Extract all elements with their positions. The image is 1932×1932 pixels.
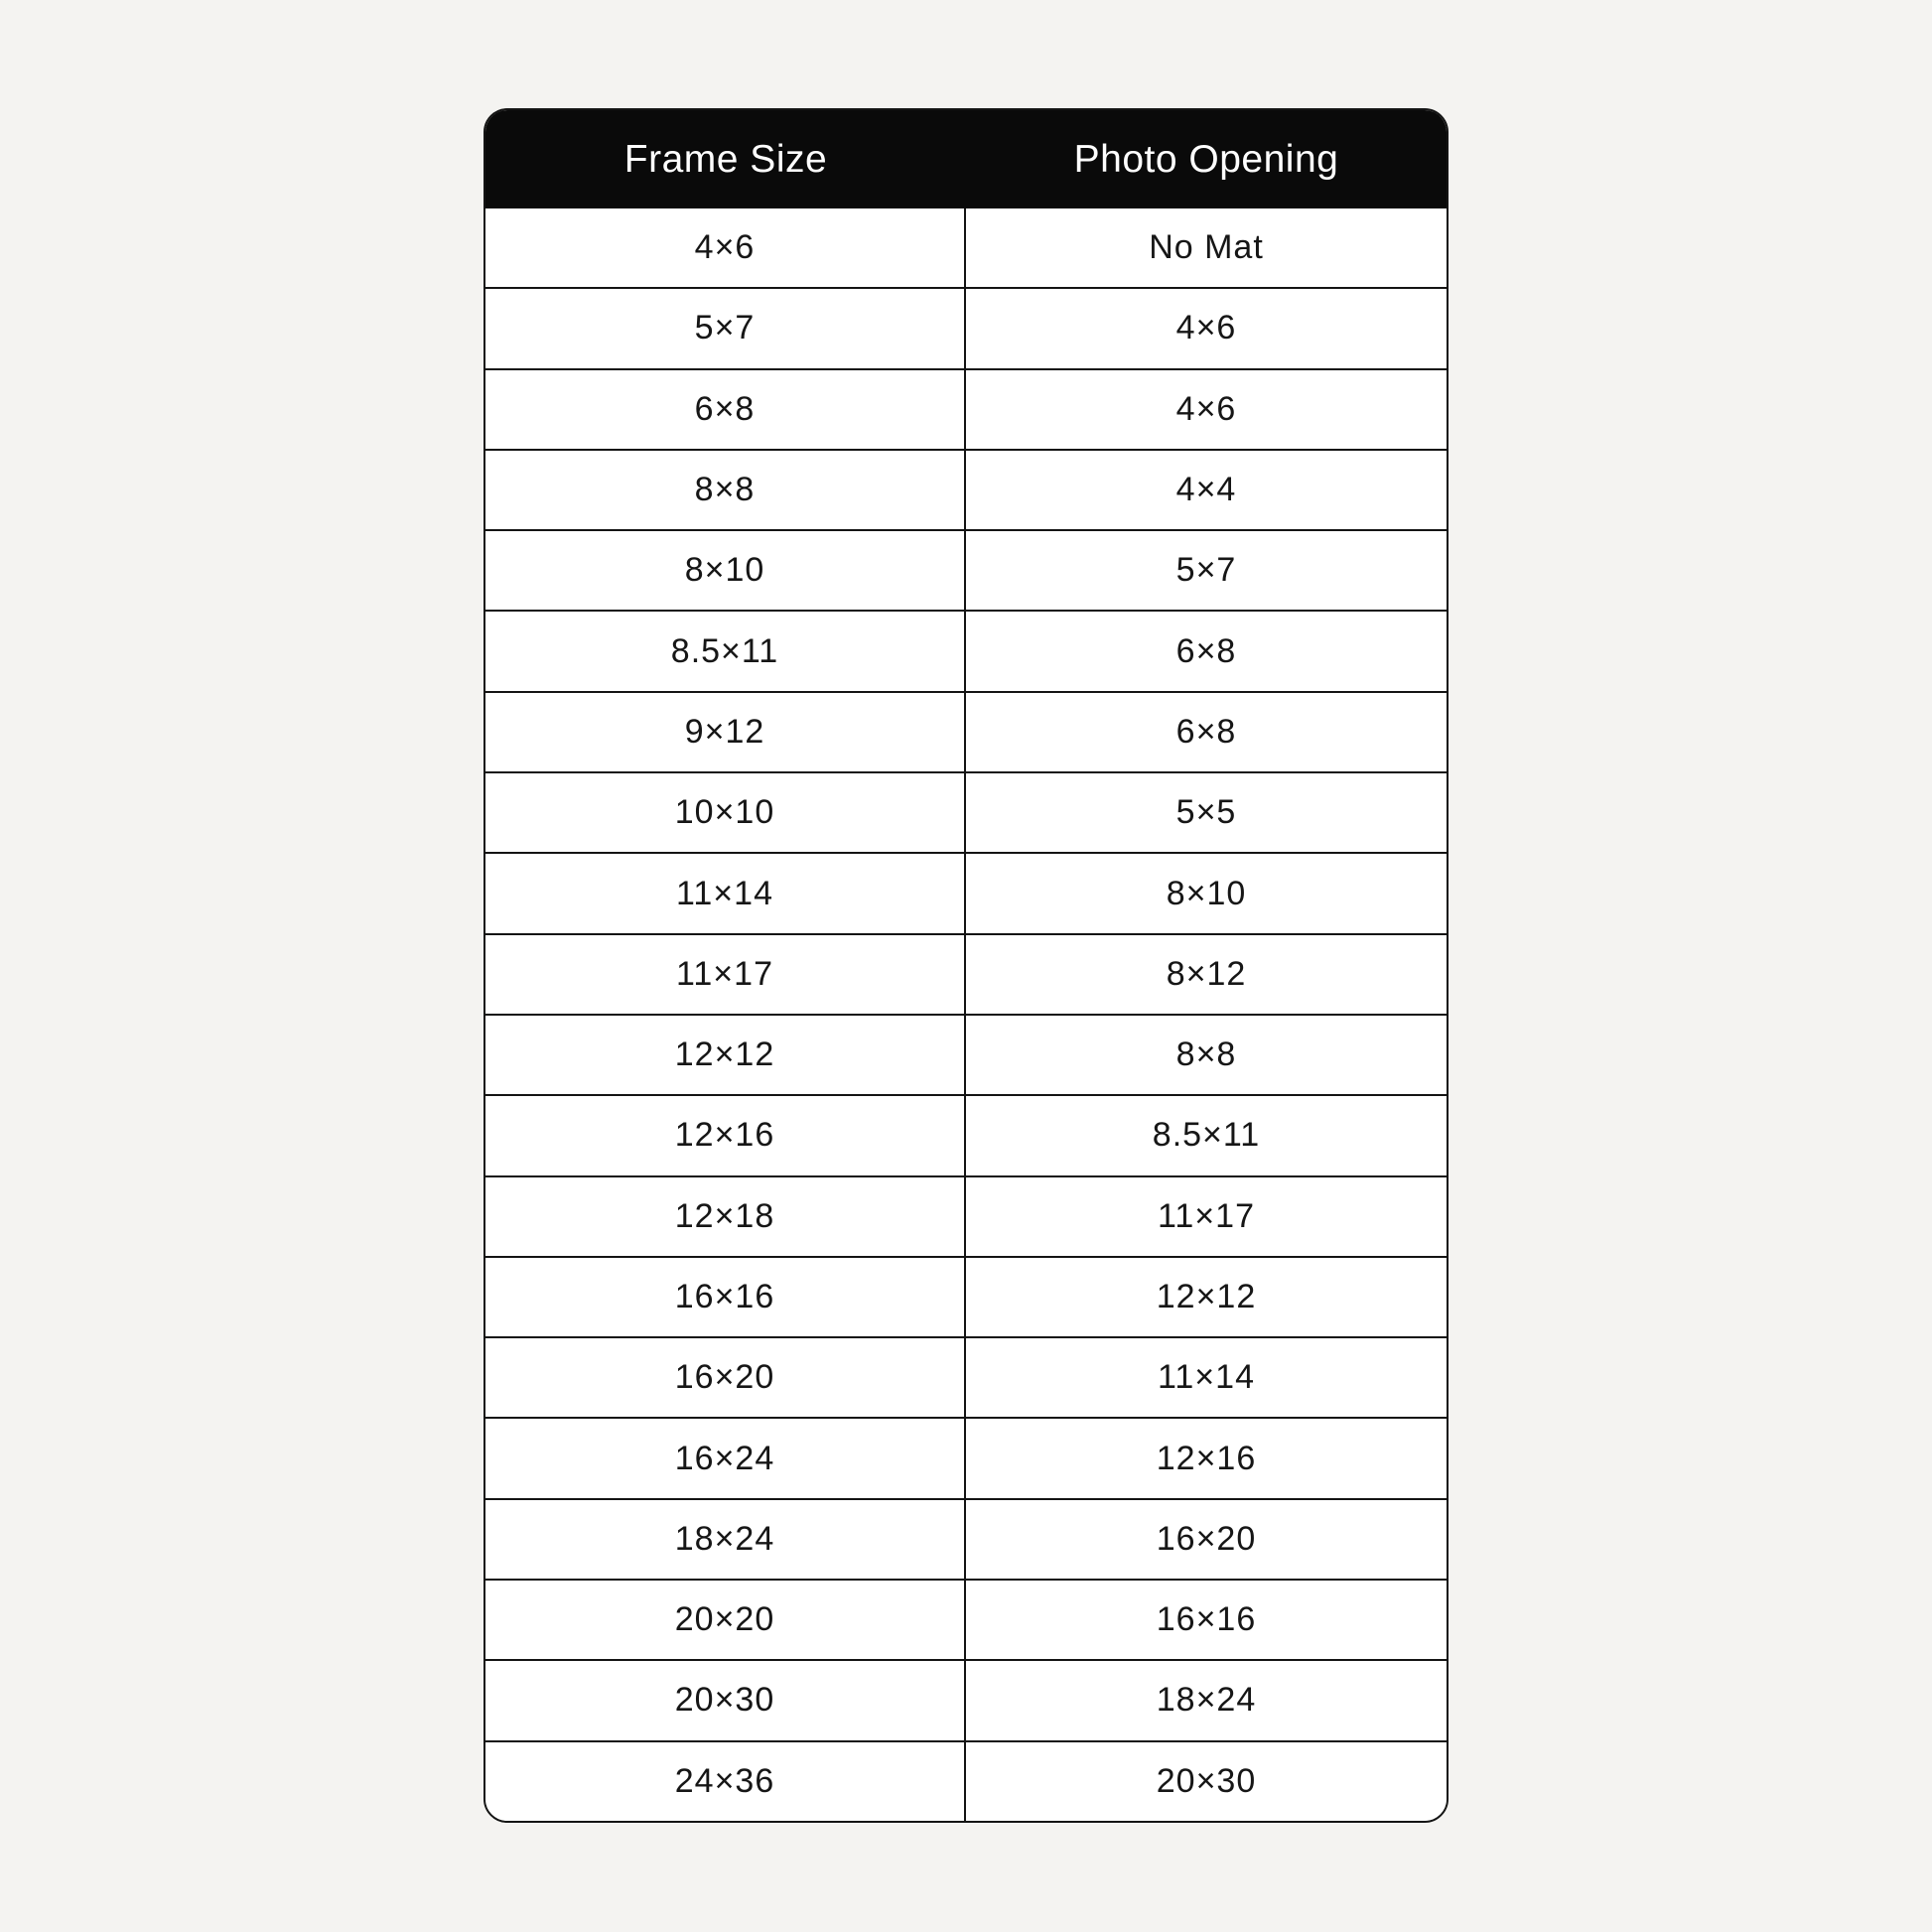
photo-opening-cell: 12×12 <box>1156 1278 1257 1315</box>
table-row <box>485 531 1447 612</box>
table-row <box>485 1177 1447 1258</box>
table-row <box>485 773 1447 854</box>
table-row <box>485 693 1447 773</box>
frame-size-cell: 11×14 <box>485 854 966 932</box>
photo-opening-cell: 5×5 <box>1175 793 1237 832</box>
photo-opening-cell: 18×24 <box>1156 1681 1257 1720</box>
table-row <box>485 1581 1447 1661</box>
frame-size-cell: 9×12 <box>485 693 966 771</box>
photo-opening-cell: 4×6 <box>1175 309 1237 347</box>
frame-size-cell: 5×7 <box>485 289 966 367</box>
table-row <box>485 935 1447 1016</box>
table-row <box>485 1016 1447 1096</box>
frame-size-cell: 8×8 <box>485 451 966 529</box>
table-row <box>485 854 1447 934</box>
frame-size-cell: 12×18 <box>485 1177 966 1256</box>
table-row <box>485 1742 1447 1821</box>
frame-size-cell: 4×6 <box>485 208 966 287</box>
photo-opening-cell: 8×8 <box>1175 1035 1237 1074</box>
frame-size-cell: 16×24 <box>485 1419 966 1497</box>
table-body <box>485 208 1447 1821</box>
frame-size-cell: 10×10 <box>485 773 966 852</box>
table-row <box>485 612 1447 692</box>
frame-size-cell: 6×8 <box>485 370 966 449</box>
photo-opening-cell: 16×16 <box>1156 1600 1257 1639</box>
photo-opening-cell: 6×8 <box>1175 631 1237 670</box>
frame-size-cell: 12×16 <box>485 1096 966 1174</box>
photo-opening-cell: 16×20 <box>1156 1519 1257 1558</box>
table-row <box>485 1419 1447 1499</box>
column-header-photo-opening: Photo Opening <box>1073 137 1339 181</box>
photo-opening-cell: 11×14 <box>1158 1358 1255 1397</box>
table-row <box>485 208 1447 289</box>
frame-size-cell: 20×20 <box>485 1581 966 1659</box>
photo-opening-cell: 8.5×11 <box>1152 1116 1261 1155</box>
table-row <box>485 289 1447 369</box>
photo-opening-cell: 20×30 <box>1156 1761 1257 1800</box>
photo-opening-cell: 11×17 <box>1158 1196 1255 1235</box>
table-row <box>485 451 1447 531</box>
frame-size-cell: 20×30 <box>485 1661 966 1739</box>
frame-size-cell: 11×17 <box>485 935 966 1014</box>
frame-size-table <box>483 108 1449 1823</box>
frame-size-cell: 24×36 <box>485 1742 966 1821</box>
photo-opening-cell: 12×16 <box>1156 1439 1257 1477</box>
table-row <box>485 370 1447 451</box>
photo-opening-cell: 5×7 <box>1175 551 1237 590</box>
frame-size-cell: 8.5×11 <box>485 612 966 690</box>
table-header-row <box>485 110 1447 208</box>
frame-size-cell: 16×20 <box>485 1338 966 1417</box>
photo-opening-cell: 8×10 <box>1166 874 1247 912</box>
frame-size-cell: 12×12 <box>485 1016 966 1094</box>
photo-opening-cell: 4×6 <box>1175 389 1237 428</box>
frame-size-cell: 16×16 <box>485 1258 966 1336</box>
table-row <box>485 1500 1447 1581</box>
column-header-frame-size: Frame Size <box>623 137 828 181</box>
table-row <box>485 1258 1447 1338</box>
photo-opening-cell: No Mat <box>1149 228 1264 267</box>
frame-size-cell: 8×10 <box>485 531 966 610</box>
table-row <box>485 1338 1447 1419</box>
table-row <box>485 1096 1447 1176</box>
table-row <box>485 1661 1447 1741</box>
photo-opening-cell: 6×8 <box>1175 712 1237 751</box>
photo-opening-cell: 8×12 <box>1166 954 1247 993</box>
photo-opening-cell: 4×4 <box>1175 471 1237 509</box>
frame-size-cell: 18×24 <box>485 1500 966 1579</box>
